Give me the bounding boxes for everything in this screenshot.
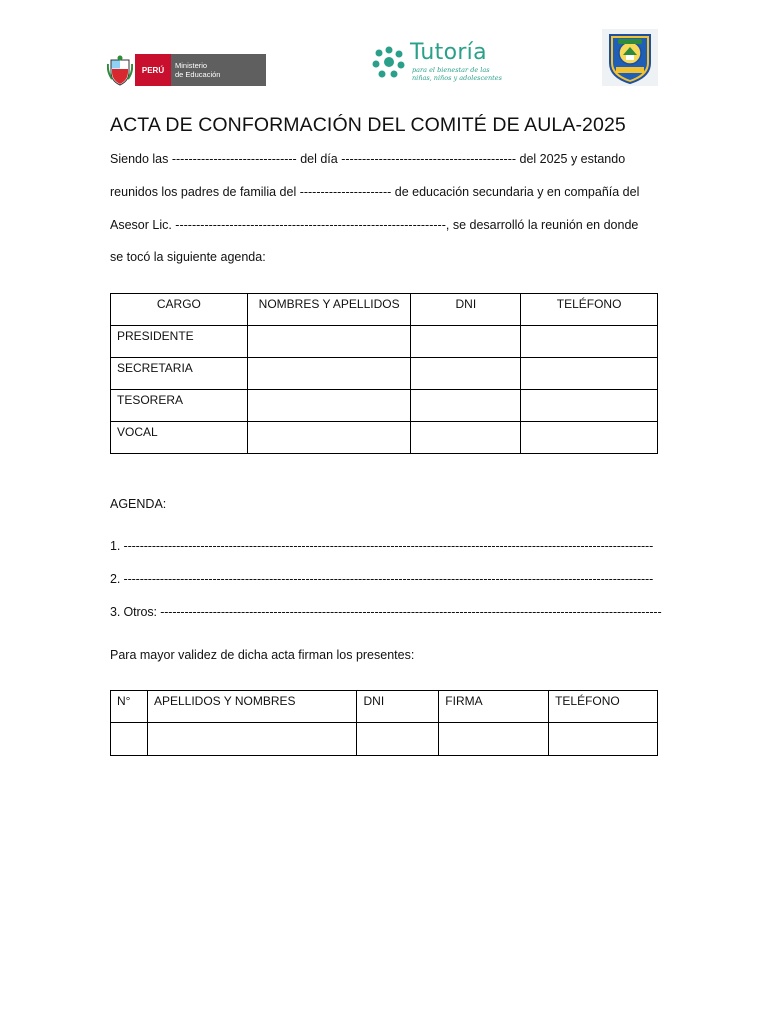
committee-nombres-cell[interactable] bbox=[247, 358, 411, 390]
committee-header-row bbox=[111, 294, 658, 326]
table-row bbox=[111, 422, 658, 454]
minedu-logo bbox=[107, 54, 266, 86]
paragraph-line-2: reunidos los padres de familia del ---------------------- de educación secundaria y en compañía del bbox=[110, 185, 640, 199]
school-crest-logo bbox=[602, 29, 658, 86]
committee-telefono-cell[interactable] bbox=[521, 422, 658, 454]
committee-cargo-cell: TESORERA bbox=[111, 390, 248, 422]
signers-nombres-cell[interactable] bbox=[147, 723, 357, 756]
document-title: ACTA DE CONFORMACIÓN DEL COMITÉ DE AULA-2025 bbox=[110, 114, 626, 136]
minedu-name-line1: Ministerio bbox=[175, 61, 208, 70]
committee-cargo-cell: VOCAL bbox=[111, 422, 248, 454]
committee-nombres-cell[interactable] bbox=[247, 390, 411, 422]
committee-dni-cell[interactable] bbox=[411, 422, 521, 454]
signers-header-firma: FIRMA bbox=[439, 691, 549, 723]
minedu-peru-label: PERÚ bbox=[135, 54, 171, 86]
committee-dni-cell[interactable] bbox=[411, 390, 521, 422]
committee-cargo-cell: PRESIDENTE bbox=[111, 326, 248, 358]
agenda-label: AGENDA: bbox=[110, 497, 167, 511]
committee-nombres-cell[interactable] bbox=[247, 326, 411, 358]
signers-table bbox=[110, 690, 658, 756]
agenda-item-2: 2. ----------------------------------------------------------------------------------------------------------------------------------- bbox=[110, 572, 654, 586]
table-row bbox=[111, 723, 658, 756]
peru-coat-of-arms-icon bbox=[107, 54, 133, 86]
paragraph-line-3: Asesor Lic. -----------------------------------------------------------------, se desarrolló la reunión en donde bbox=[110, 218, 639, 232]
signers-telefono-cell[interactable] bbox=[549, 723, 658, 756]
committee-cargo-cell: SECRETARIA bbox=[111, 358, 248, 390]
tutoria-word: Tutoría bbox=[410, 40, 487, 65]
signers-dni-cell[interactable] bbox=[357, 723, 439, 756]
committee-header-telefono: TELÉFONO bbox=[521, 294, 658, 326]
paragraph-line-4: se tocó la siguiente agenda: bbox=[110, 250, 266, 264]
tutoria-dots-icon bbox=[370, 45, 408, 79]
agenda-item-3: 3. Otros: ---------------------------------------------------------------------------------------------------------------------------- bbox=[110, 605, 662, 619]
tutoria-logo bbox=[370, 42, 506, 84]
minedu-name-line2: de Educación bbox=[175, 70, 221, 79]
signers-header-row bbox=[111, 691, 658, 723]
school-crest-icon bbox=[602, 29, 658, 86]
committee-telefono-cell[interactable] bbox=[521, 358, 658, 390]
committee-telefono-cell[interactable] bbox=[521, 326, 658, 358]
tutoria-subtitle-line2: niñas, niños y adolescentes bbox=[412, 74, 502, 82]
signers-header-nombres: APELLIDOS Y NOMBRES bbox=[147, 691, 357, 723]
committee-nombres-cell[interactable] bbox=[247, 422, 411, 454]
signers-header-telefono: TELÉFONO bbox=[549, 691, 658, 723]
committee-dni-cell[interactable] bbox=[411, 358, 521, 390]
closing-text: Para mayor validez de dicha acta firman los presentes: bbox=[110, 648, 415, 662]
agenda-item-1: 1. ----------------------------------------------------------------------------------------------------------------------------------- bbox=[110, 539, 654, 553]
committee-table bbox=[110, 293, 658, 454]
signers-numero-cell[interactable] bbox=[111, 723, 148, 756]
committee-dni-cell[interactable] bbox=[411, 326, 521, 358]
tutoria-subtitle-line1: para el bienestar de las bbox=[412, 66, 490, 74]
tutoria-subtitle bbox=[412, 66, 512, 82]
table-row bbox=[111, 326, 658, 358]
table-row bbox=[111, 390, 658, 422]
signers-header-dni: DNI bbox=[357, 691, 439, 723]
signers-firma-cell[interactable] bbox=[439, 723, 549, 756]
committee-header-dni: DNI bbox=[411, 294, 521, 326]
minedu-name bbox=[171, 54, 266, 86]
committee-header-cargo: CARGO bbox=[111, 294, 248, 326]
paragraph-line-1: Siendo las ------------------------------ del día ------------------------------------------ del 2025 y estando bbox=[110, 152, 626, 166]
committee-header-nombres: NOMBRES Y APELLIDOS bbox=[247, 294, 411, 326]
signers-header-numero: N° bbox=[111, 691, 148, 723]
table-row bbox=[111, 358, 658, 390]
committee-telefono-cell[interactable] bbox=[521, 390, 658, 422]
